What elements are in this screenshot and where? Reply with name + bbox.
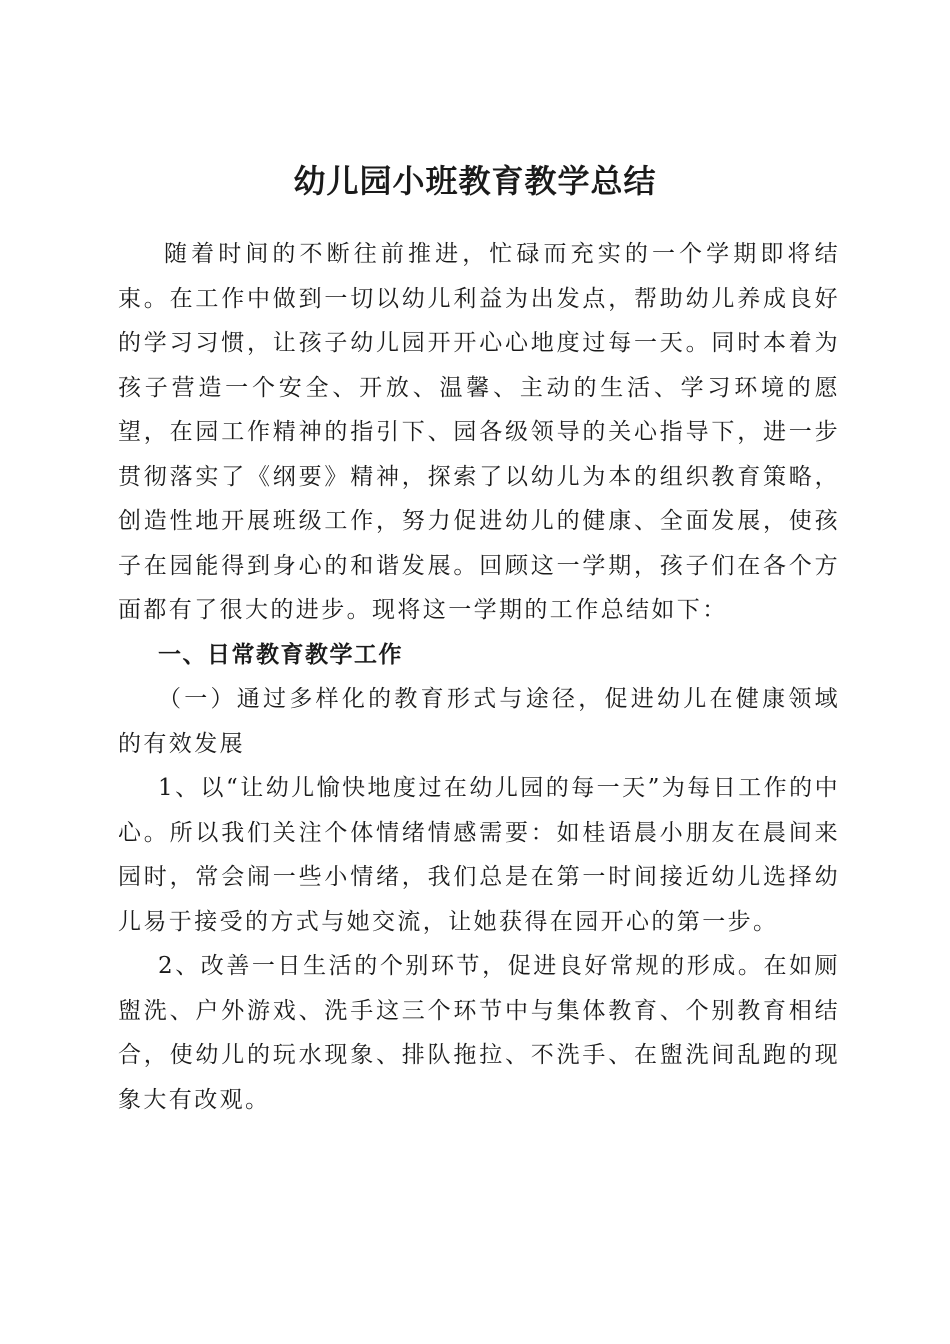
list-item-2: 2、改善一日生活的个别环节，促进良好常规的形成。在如厕盥洗、户外游戏、洗手这三个环节中与集体教育、个别教育相结合，使幼儿的玩水现象、排队拖拉、不洗手、在盥洗间乱跑的现象大有改观。 bbox=[118, 953, 840, 1113]
section-heading: 一、日常教育教学工作 bbox=[158, 640, 403, 668]
subsection-heading: （一）通过多样化的教育形式与途径，促进幼儿在健康领域的有效发展 bbox=[118, 686, 840, 757]
intro-paragraph: 随着时间的不断往前推进，忙碌而充实的一个学期即将结束。在工作中做到一切以幼儿利益为出发点，帮助幼儿养成良好的学习习惯，让孩子幼儿园开开心心地度过每一天。同时本着为孩子营造一个安全、开放、温馨、主动的生活、学习环境的愿望，在园工作精神的指引下、园各级领导的关心指导下，进一步贯彻落实了《纲要》精神，探索了以幼儿为本的组织教育策略，创造性地开展班级工作，努力促进幼儿的健康、全面发展，使孩子在园能得到身心的和谐发展。回顾这一学期，孩子们在各个方面都有了很大的进步。现将这一学期的工作总结如下： bbox=[118, 241, 840, 623]
document-title: 幼儿园小班教育教学总结 bbox=[293, 162, 657, 201]
document-body bbox=[118, 232, 840, 1122]
list-item-1: 1、以“让幼儿愉快地度过在幼儿园的每一天”为每日工作的中心。所以我们关注个体情绪情感需要：如桂语晨小朋友在晨间来园时，常会闹一些小情绪，我们总是在第一时间接近幼儿选择幼儿易于接受的方式与她交流，让她获得在园开心的第一步。 bbox=[118, 775, 840, 935]
